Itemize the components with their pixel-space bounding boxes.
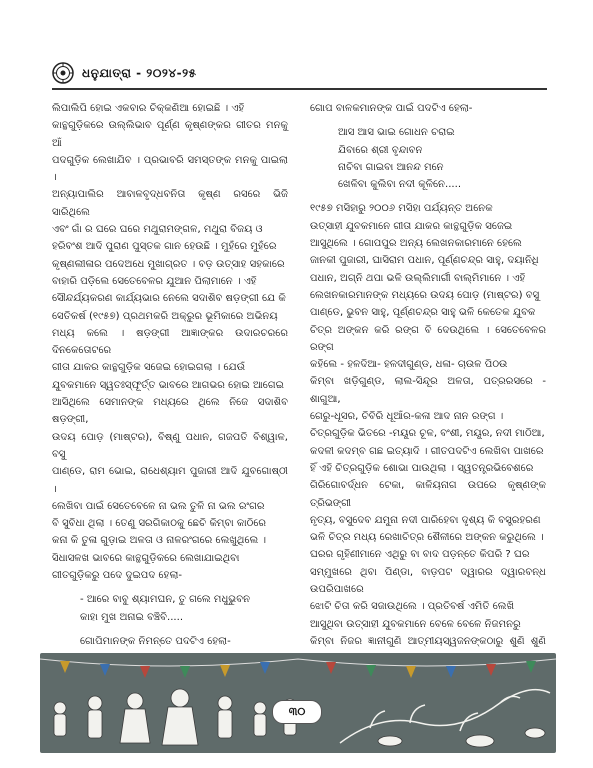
verse-intro: ଗୋପିମାନଙ୍କ ନିମନ୍ତେ ପଦଟିଏ ହେଲା- — [80, 635, 231, 647]
verse: ଆସ ଆସ ଭାଇ ଗୋଧନ ଚରାଇ ଯିବାରେ ଶ୍ରୀ ବୃନ୍ଦାବନ ନାଚିବା ଗାଇବା ଆନନ୍ଦ ମନେ ଖେଳିବା କୁଲିବା ନଦୀ କୂଳିନେ..... — [338, 127, 462, 191]
page-number: ୩୦ — [272, 700, 322, 724]
page-header — [52, 60, 197, 86]
header-title: ଧନୁଯାତ୍ରା - ୨୦୨୪-୨୫ — [82, 65, 197, 80]
verse: - ଆରେ ବାବୁ ଶ୍ୟାମଘନ, ତୁ ଗଲେ ମଧୁଭୁବନ କାହା ମୁଖ ଅନାଇ ବଞ୍ଚିବି..... — [80, 594, 251, 623]
verse-intro: ଗୋପ ବାଳକମାନଙ୍କ ପାଇଁ ପଦଟିଏ ହେଲା- — [310, 103, 473, 114]
right-column — [310, 100, 546, 709]
emblem-icon — [52, 62, 74, 84]
paragraph: ଲିପାଲିପି ହୋଇ ଏକବାର ଚିକ୍‌କଣିଆ ହୋଇଛି । ଏହି କାନ୍ଥଗୁଡ଼ିକରେ ଉଲ୍ଲିଭାବ ପୂର୍ଣ୍ଣ କୃଷ୍ଣଙ୍କର ଗୀତର ମନକୁ ଆଁ ପଦଗୁଡ଼ିକ ଲେଖାଯିବ । ପ୍ରଭାବରି ସମସ୍ତଙ୍କ ମନକୁ ପାଇଲା । ଅନ୍ୟାପାଲିର ଆବାଳବୃଦ୍ଧବନିତା କୃଷ୍ଣ ରସରେ ଭିଜି ସାରିଥିଲେ ଏବଂ ଗାଁ ର ଘରେ ଘରେ ମଥୁରାମଙ୍ଗଳ, ମଥୁରା ବିଜୟ ଓ ହରିବଂଶ ଆଦି ପୁରାଣ ପୁସ୍ତକ ଗାନ ହେଉଛି । ମୁହଁରେ ମୁହଁରେ କୃଷ୍ଣଲୀଳାର ପଦେଅଧେ ମୁଖାଗ୍ରତ । ବଡ଼ ଉତ୍ସାହ ସହକାରେ ବାହାରି ପଡ଼ିଲେ ସେତେବେଳର ଯୁଆନ ପିଲାମାନେ । ଏହି ସୌନ୍ଦର୍ଯ୍ୟକରଣ କାର୍ଯ୍ୟଭାର ନେଲେ ସଦାଶିବ ଷଡ଼ଙ୍ଗୀ ଯେ କି ସେତିକର୍ଷ (୧୯୫୭) ପ୍ରଥମକରି ଅକ୍ରୁର ଭୂମିକାରେ ଅଭିନୟ ମଧ୍ୟ କଲେ । ଷଡ଼ଙ୍ଗୀ ଆଜ୍ଞାଙ୍କର ଉଦାରଚରରେ ଦିନକେତୋଟରେ ଗୀତା ଯାକର କାନ୍ଥଗୁଡ଼ିକ ସଜେଇ ହୋଇଗଲା । ଯେଉଁ ଯୁବକମାନେ ସ୍ୱତଃସ୍ଫୂର୍ତ୍ତ ଭାବରେ ଆଗଭର ହୋଇ ଆଗେଇ ଆସିଥିଲେ ସେମାନଙ୍କ ମଧ୍ୟରେ ଥିଲେ ନିଜେ ସଦାଶିବ ଷଡ଼ଙ୍ଗୀ, ଉଦୟ ପୋଡ଼ (ମାଷ୍ଟର), ବିଷ୍ଣୁ ପଧାନ, ଗଜପତି ବିଶ୍ୱାଳ, ବସୁ ପାଣ୍ଡେ, ରାମ ଭୋଇ, ରାଧେଶ୍ୟାମ ପୁଜାରୀ ଆଦି ଯୁବଗୋଷ୍ଠୀ । ଲେଖିବା ପାଇଁ ସେତେବେଳେ ନା ଭଲ ତୁଳି ନା ଭଲ ରଂଗର ବି ସୁବିଧା ଥିଲା । ତେଣୁ ସରଗିକାଠକୁ ଛେଚି କିମ୍ବା କାଠିରେ କନା କି ତୁଳା ଗୁଡ଼ାଇ ଅଳତା ଓ ନାଳରଂଗରେ ଲେଖୁଥିଲେ । ସିଧାସଳଖ ଭାବରେ କାନ୍ଥଗୁଡ଼ିକରେ ଲେଖାଯାଇଥିବା ଗୀତଗୁଡ଼ିକରୁ ପଦେ ଦୁଇପଦ ହେଲା- — [52, 103, 288, 582]
header-rule — [52, 88, 547, 90]
paragraph: ୧୯୫୭ ମସିହାରୁ ୨୦୦୬ ମସିହା ପର୍ଯ୍ୟନ୍ତ ଅନେକ ଉତ୍ସାହୀ ଯୁବକମାନେ ଗୀତା ଯାକର କାନ୍ଥଗୁଡ଼ିକ ସଜେଇ ଆସୁଥିଲେ । ଗୋପପୁର ଅନ୍ୟ ଲେଖନକାରମାନେ ହେଲେ ଜାନକୀ ପୁଜାରୀ, ଘାସିରାମ ପଧାନ, ପୂର୍ଣ୍ଣଚନ୍ଦ୍ର ସାହୁ, ଦୟାନିଧି ପଧାନ, ଅଗ୍ନି ଥପା ଭଳି ଉଲ୍ଲିମାର୍ଗୀ ବାଲ୍ମିମାନେ । ଏହି ଲେଖନକାରମାନଙ୍କ ମଧ୍ୟରେ ଉଦୟ ପୋଡ଼ (ମାଷ୍ଟର) ବସୁ ପାଣ୍ଡେ, ଭୁବନ ସାହୁ, ପୂର୍ଣ୍ଣଚନ୍ଦ୍ର ସାହୁ ଭଳି କେତେକ ଯୁବକ ଚିତ୍ର ଅଙ୍କନ କରି ରଙ୍ଗ ବି ଦେଉଥିଲେ । ସେତେବେଳର ରଙ୍ଗ କହିଲେ - ହଳଦିଆ- ହଳଦୀଗୁଣ୍ଡ, ଧଳା- ଚାଉଳ ପିଠଉ କିମ୍ବା ଖଡ଼ିଗୁଣ୍ଡ, ଲାଲ-ସିନ୍ଦୂର ଅଳତା, ପତ୍ରରସରେ - ଶାଗୁଆ, ଗେରୁ-ଧୂସର, ଚିବିରି ଧୂଆଁର-କଳା ଆଦ ନାନ ରଙ୍ଗ । ଚିତ୍ରଗୁଡ଼ିକ ଭିତରେ -ମୟୂର ଚୂଳ, ବଂଶୀ, ମୟୂର, ନଦୀ ମାଠିଆ, କଦଳୀ କଦମ୍ବ ଗଛ ଇତ୍ୟାଦି । ଗୀତପଦଟିଏ ଲେଖିବା ପାଖରେ ହିଁ ଏହି ଚିତ୍ରଗୁଡ଼ିକ ଶୋଭା ପାଉଥିଲା । ସ୍ୱତନ୍ତ୍ରଭିବେଶରେ ଗିରିଗୋବର୍ଦ୍ଧନ ଟେକା, କାଳିୟନାଗ ଉପରେ କୃଷ୍ଣଙ୍କ ତ୍ରିଭଙ୍ଗୀ ନୃତ୍ୟ, ବସୁଦେବ ଯମୁନା ନଦୀ ପାରିହେବା ଦୃଶ୍ୟ କି ବସ୍ତ୍ରହରଣ ଭଳି ଚିତ୍ର ମଧ୍ୟ ରେଖାଚିତ୍ର ଶୈଳୀରେ ଅଙ୍କନ କରୁଥିଲେ । ଘରର ଗୃହିଣୀମାନେ ଏଥିରୁ ବା ବାଦ ପଡ଼ନ୍ତେ କିପରି ? ଘର ସମ୍ମୁଖରେ ଥିବା ପିଣ୍ଡା, ବାଡ଼ପଟ ଦ୍ୱାରର ଦ୍ୱାରବନ୍ଧ ଉପରିପାଖରେ ଝୋଟି ଚିତା କରି ସଜାଉଥିଲେ । ପ୍ରତିବର୍ଷ ଏମିତି ଲେଖି ଆସୁଥିବା ଉତ୍ସାହୀ ଯୁବକମାନେ ବେଳେ ବେଳେ ନିଜମନରୁ କିମ୍ବା ନିଜର ଜ୍ଞାନୀଗୁଣି ଆତ୍ମୀୟସ୍ୱଜନଙ୍କଠାରୁ ଶୁଣି ଶୁଣି — [310, 203, 546, 647]
left-column — [52, 100, 288, 733]
